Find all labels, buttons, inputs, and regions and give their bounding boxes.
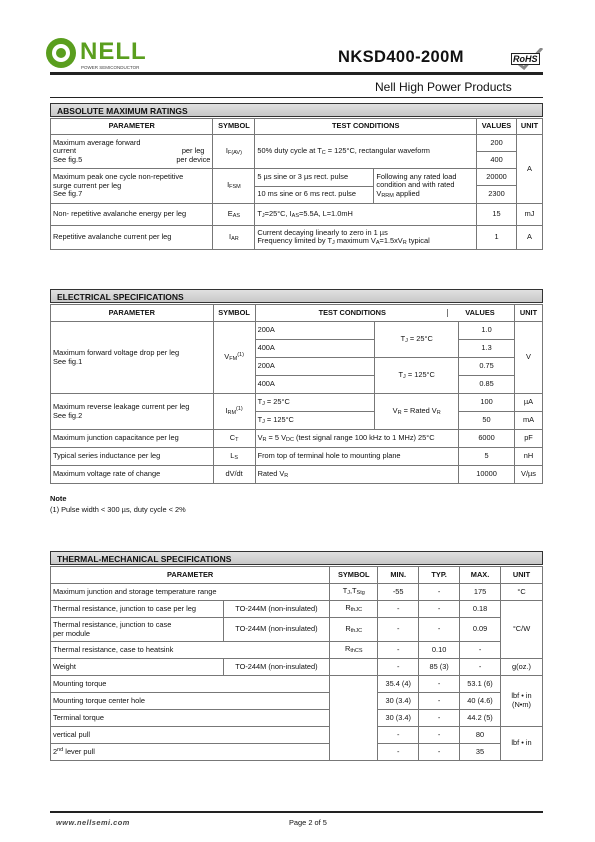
col-header-parameter: PARAMETER (51, 305, 214, 322)
electrical-table-body (50, 321, 543, 484)
unit-cell: V/µs (515, 466, 543, 484)
condition-current: 200A (255, 322, 375, 340)
param-peak-surge-current: Maximum peak one cycle non-repetitive surge current per leg See fig.7 (51, 169, 213, 204)
param-avalanche-energy: Non- repetitive avalanche energy per leg (51, 204, 213, 226)
page-subtitle: Nell High Power Products (375, 80, 512, 94)
value-cell: 20000 (477, 169, 517, 186)
param-rthcs: Thermal resistance, case to heatsink (51, 642, 330, 659)
min-cell: - (378, 601, 419, 618)
value-cell: 400 (477, 152, 517, 169)
symbol-rthjc: $R_{thJC}$ (330, 601, 378, 618)
col-header-parameter: PARAMETER (51, 567, 330, 584)
min-cell: - (378, 618, 419, 642)
col-header-values: VALUES (477, 119, 517, 135)
symbol-vfm: $V_{FM}^{(1)}$ (213, 322, 255, 394)
max-cell: 0.18 (460, 601, 501, 618)
section-title-abs-max: ABSOLUTE MAXIMUM RATINGS (50, 103, 543, 117)
unit-cell: V (515, 322, 543, 394)
electrical-table (50, 304, 543, 322)
symbol-rthcs: $R_{thCS}$ (330, 642, 378, 659)
symbol-eas: $E_{AS}$ (213, 204, 255, 226)
symbol-ls: $L_S$ (213, 448, 255, 466)
note-text: (1) Pulse width < 300 µs, duty cycle < 2% (50, 505, 186, 514)
footer-rule (50, 811, 543, 813)
param-weight: Weight (51, 659, 224, 676)
unit-cell: °C/W (501, 601, 543, 659)
value-cell: 15 (477, 204, 517, 226)
param-rthjc-module: Thermal resistance, junction to case per module (51, 618, 224, 642)
param-mounting-torque: Mounting torque (51, 676, 330, 693)
unit-cell: mJ (517, 204, 543, 226)
condition-tj: $T_J = 25^\circ C$ (255, 394, 375, 412)
col-header-max: MAX. (460, 567, 501, 584)
brand-tagline: POWER SEMICONDUCTOR (81, 65, 140, 70)
min-cell: 35.4 (4) (378, 676, 419, 693)
symbol-iar: $I_{AR}$ (213, 226, 255, 250)
param-series-inductance: Typical series inductance per leg (51, 448, 214, 466)
brand-name: NELL (80, 38, 147, 65)
col-header-unit: UNIT (515, 305, 543, 322)
condition-inductance: From top of terminal hole to mounting plane (255, 448, 459, 466)
value-cell: 200 (477, 135, 517, 152)
param-avalanche-current: Repetitive avalanche current per leg (51, 226, 213, 250)
part-number: NKSD400-200M (338, 48, 464, 66)
value-cell: 6000 (459, 430, 515, 448)
param-avg-forward-current: Maximum average forward current per leg See fig.5 per device (51, 135, 213, 169)
value-cell: 1.0 (459, 322, 515, 340)
value-cell: 0.85 (459, 376, 515, 394)
condition-avalanche-current: Current decaying linearly to zero in 1 µs Frequency limited by $T_J$ maximum $V_A=1.5xV_R$ typical (255, 226, 477, 250)
typ-cell: - (419, 676, 460, 693)
section-title-electrical: ELECTRICAL SPECIFICATIONS (50, 289, 543, 303)
value-cell: 10000 (459, 466, 515, 484)
max-cell: 175 (460, 584, 501, 601)
unit-cell: °C (501, 584, 543, 601)
symbol-ifsm: $I_{FSM}$ (213, 169, 255, 204)
symbol-ct: $C_T$ (213, 430, 255, 448)
symbol-rthjc: $R_{thJC}$ (330, 618, 378, 642)
col-header-typ: TYP. (419, 567, 460, 584)
section-title-thermal: THERMAL-MECHANICAL SPECIFICATIONS (50, 551, 543, 565)
param-mounting-torque-center: Mounting torque center hole (51, 693, 330, 710)
max-cell: 80 (460, 727, 501, 744)
footer-url[interactable]: www.nellsemi.com (56, 818, 130, 827)
col-header-unit: UNIT (501, 567, 543, 584)
col-header-symbol: SYMBOL (213, 305, 255, 322)
unit-cell: A (517, 135, 543, 204)
unit-cell: lbf • in (501, 727, 543, 761)
typ-cell: - (419, 693, 460, 710)
condition-tj: $T_J = 125^\circ C$ (255, 412, 375, 430)
symbol-irm: $I_{RM}^{(1)}$ (213, 394, 255, 430)
typ-cell: - (419, 727, 460, 744)
param-reverse-leakage: Maximum reverse leakage current per leg See fig.2 (51, 394, 214, 430)
rohs-badge: RoHS (510, 48, 544, 70)
param-terminal-torque: Terminal torque (51, 710, 330, 727)
min-cell: - (378, 659, 419, 676)
col-header-test-conditions: TEST CONDITIONS (255, 119, 477, 135)
condition-rated-vr: Rated $V_R$ (255, 466, 459, 484)
max-cell: - (460, 659, 501, 676)
condition-avalanche-energy: $T_J=25^\circ C$, $I_{AS}=5.5A$, L=1.0mH (255, 204, 477, 226)
max-cell: 53.1 (6) (460, 676, 501, 693)
min-cell: - (378, 727, 419, 744)
param-vertical-pull: vertical pull (51, 727, 330, 744)
condition-current: 200A (255, 358, 375, 376)
condition-current: 400A (255, 340, 375, 358)
value-cell: 50 (459, 412, 515, 430)
min-cell: -55 (378, 584, 419, 601)
unit-cell: pF (515, 430, 543, 448)
col-header-min: MIN. (378, 567, 419, 584)
value-cell: 1 (477, 226, 517, 250)
condition-surge: 5 µs sine or 3 µs rect. pulse 10 ms sine or 6 ms rect. pulse Following any rated load condition and with rated $V_{RRM}$ applied (255, 169, 477, 204)
typ-cell: - (419, 710, 460, 727)
condition-rated-vr: $V_R$ = Rated $V_R$ (375, 394, 459, 430)
value-cell: 100 (459, 394, 515, 412)
condition-current: 400A (255, 376, 375, 394)
symbol-if-av: $I_{F(AV)}$ (213, 135, 255, 169)
col-header-test-conditions: TEST CONDITIONS VALUES (255, 305, 514, 322)
footer-page-number: Page 2 of 5 (289, 818, 327, 827)
unit-cell: g(oz.) (501, 659, 543, 676)
package-cell: TO-244M (non-insulated) (223, 659, 330, 676)
symbol-empty (330, 676, 378, 761)
abs-max-table (50, 118, 543, 250)
col-header-unit: UNIT (517, 119, 543, 135)
typ-cell: 0.10 (419, 642, 460, 659)
symbol-tj-tstg: $T_J,T_{Stg}$ (330, 584, 378, 601)
thermal-table (50, 566, 543, 761)
col-header-symbol: SYMBOL (330, 567, 378, 584)
param-voltage-rate: Maximum voltage rate of change (51, 466, 214, 484)
condition-capacitance: $V_R = 5$ $V_{DC}$ (test signal range 100 kHz to 1 MHz) 25°C (255, 430, 459, 448)
min-cell: - (378, 642, 419, 659)
param-junction-capacitance: Maximum junction capacitance per leg (51, 430, 214, 448)
min-cell: - (378, 744, 419, 761)
package-cell: TO-244M (non-insulated) (223, 601, 330, 618)
value-cell: 0.75 (459, 358, 515, 376)
symbol-dvdt: dV/dt (213, 466, 255, 484)
param-forward-voltage: Maximum forward voltage drop per leg See fig.1 (51, 322, 214, 394)
col-header-symbol: SYMBOL (213, 119, 255, 135)
nell-logo-icon (44, 36, 78, 70)
symbol-empty (330, 659, 378, 676)
max-cell: - (460, 642, 501, 659)
value-cell: 5 (459, 448, 515, 466)
unit-cell-torque: lbf • in (N•m) (501, 676, 543, 727)
typ-cell: - (419, 584, 460, 601)
condition-tj-125: $T_J = 125^\circ C$ (375, 358, 459, 394)
unit-cell: A (517, 226, 543, 250)
condition-duty-cycle: 50% duty cycle at $T_C = 125^\circ C$, rectangular waveform (255, 135, 477, 169)
note-title: Note (50, 494, 67, 503)
value-cell: 2300 (477, 185, 517, 203)
col-header-parameter: PARAMETER (51, 119, 213, 135)
unit-cell: nH (515, 448, 543, 466)
unit-cell: mA (515, 412, 543, 430)
param-junction-temp: Maximum junction and storage temperature range (51, 584, 330, 601)
typ-cell: 85 (3) (419, 659, 460, 676)
min-cell: 30 (3.4) (378, 710, 419, 727)
typ-cell: - (419, 618, 460, 642)
header-rule-thin (50, 97, 543, 98)
param-rthjc-leg: Thermal resistance, junction to case per leg (51, 601, 224, 618)
max-cell: 40 (4.6) (460, 693, 501, 710)
value-cell: 1.3 (459, 340, 515, 358)
header-rule-thick (50, 72, 543, 75)
package-cell: TO-244M (non-insulated) (223, 618, 330, 642)
typ-cell: - (419, 601, 460, 618)
max-cell: 0.09 (460, 618, 501, 642)
min-cell: 30 (3.4) (378, 693, 419, 710)
condition-tj-25: $T_J = 25^\circ C$ (375, 322, 459, 358)
param-lever-pull: 2nd lever pull (51, 744, 330, 761)
max-cell: 35 (460, 744, 501, 761)
max-cell: 44.2 (5) (460, 710, 501, 727)
typ-cell: - (419, 744, 460, 761)
brand-logo (44, 36, 154, 76)
unit-cell: µA (515, 394, 543, 412)
